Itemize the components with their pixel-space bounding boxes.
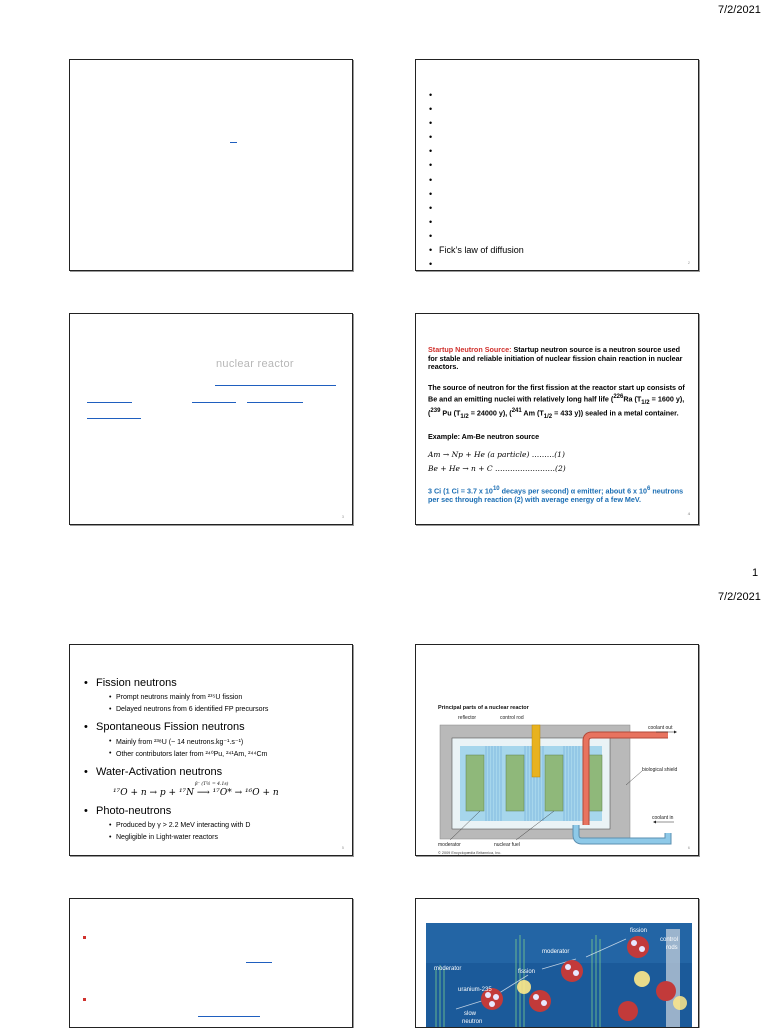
- control-rods: [666, 929, 680, 1027]
- label-fission-top: fission: [630, 928, 648, 934]
- heading-spontaneous-fission: • Spontaneous Fission neutrons: [96, 721, 245, 733]
- faint-heading: nuclear reactor: [216, 358, 294, 370]
- slide-2: [415, 59, 699, 271]
- slide-number: 6: [687, 845, 690, 850]
- fuel-element: [466, 755, 484, 811]
- heading-fission-neutrons: • Fission neutrons: [96, 677, 177, 689]
- label-slow-2: neutron: [462, 1019, 483, 1025]
- equation-1: Am → Np + He (a particle) ………(1): [428, 450, 565, 459]
- label-control-rods-2: rods: [666, 945, 678, 951]
- label-coolant-out: coolant out: [648, 725, 673, 731]
- uranium-nucleus: [627, 936, 649, 958]
- intro-paragraph: Startup Neutron Source: Startup neutron source is a neutron source used for stable and reliable initiation of nuclear fission chain reaction in nuclear reactors.: [428, 345, 683, 372]
- bullet-item: [429, 229, 524, 243]
- bullet-item: [429, 102, 524, 116]
- bullet-list: [429, 88, 524, 271]
- water-activation-equation: ¹⁷O + n → p + ¹⁷N ⟶ ¹⁷O* → ¹⁶O + n: [113, 788, 279, 798]
- red-bullet: [83, 936, 86, 939]
- label-moderator-2: moderator: [434, 966, 462, 972]
- link-underline[interactable]: [192, 402, 236, 403]
- sub-item: • Other contributors later from ²⁴⁰Pu, ²⁴¹Am, ²⁴⁴Cm: [116, 750, 267, 758]
- page-date: 7/2/2021: [718, 591, 761, 603]
- fission-flash: [634, 971, 650, 987]
- equation-label: β⁻ (T½ = 4.1s): [195, 782, 229, 787]
- slide-6: [415, 644, 699, 856]
- fission-flash: [517, 980, 531, 994]
- startup-title: Startup Neutron Source:: [428, 345, 512, 354]
- slide-1: [69, 59, 353, 271]
- fuel-element: [545, 755, 563, 811]
- sub-item: • Prompt neutrons mainly from ²³⁵U fission: [116, 694, 242, 701]
- footnote-paragraph: 3 Ci (1 Ci = 3.7 x $10^{10}$ decays per second) α emitter; about 6 x $10^6$ neutrons per sec through reaction (2) with average energy of a few MeV.: [428, 486, 684, 504]
- bullet-item: [429, 130, 524, 144]
- red-bullet: [83, 998, 86, 1001]
- slide-4: [415, 313, 699, 525]
- control-rod: [532, 725, 540, 777]
- label-moderator: moderator: [438, 842, 461, 848]
- sub-item: • Delayed neutrons from 6 identified FP precursors: [116, 706, 268, 713]
- bullet-item-ficks-law: • Fick’s law of diffusion: [429, 243, 524, 257]
- label-control-rod: control rod: [500, 715, 524, 721]
- label-coolant-in: coolant in: [652, 815, 674, 821]
- copyright-text: © 2009 Encyclopædia Britannica, Inc.: [438, 851, 502, 855]
- bullet-item: [429, 173, 524, 187]
- slide-number: 5: [341, 845, 344, 850]
- example-line: Example: Am-Be neutron source: [428, 432, 540, 441]
- slide-number: 2: [687, 260, 690, 265]
- source-paragraph: The source of neutron for the first fission at the reactor start up consists of Be and an emitting nuclei with relatively long half life ($^{226}$Ra ($T_{1/2} = 1600$ y), ($^{239}$ Pu ($T_{1/2} = 24000$ y), ($^{241}$ Am ($T_{1/2} = 433$ y)) sealed in a metal container.: [428, 383, 685, 420]
- uranium-nucleus: [656, 981, 676, 1001]
- page-date: 7/2/2021: [718, 4, 761, 16]
- label-biological-shield: biological shield: [642, 767, 678, 773]
- bullet-item: [429, 144, 524, 158]
- link-underline[interactable]: [246, 962, 272, 963]
- label-slow-1: slow: [464, 1011, 477, 1017]
- fission-flash: [673, 996, 687, 1010]
- link-underline[interactable]: [87, 418, 141, 419]
- label-control-rods-1: control: [660, 937, 679, 943]
- heading-photo-neutrons: • Photo-neutrons: [96, 805, 171, 817]
- sub-item: • Mainly from ²³⁸U (~ 14 neutrons.kg⁻¹.s⁻¹): [116, 738, 243, 746]
- uranium-nucleus: [561, 960, 583, 982]
- label-nuclear-fuel: nuclear fuel: [494, 842, 520, 848]
- fuel-element: [506, 755, 524, 811]
- bullet-item: [429, 201, 524, 215]
- slide-number: 4: [687, 511, 690, 517]
- link-underline[interactable]: [247, 402, 303, 403]
- link-underline[interactable]: [230, 142, 237, 143]
- bullet-item: [429, 215, 524, 229]
- uranium-nucleus: [618, 1001, 638, 1021]
- slide-5: [69, 644, 353, 856]
- link-underline[interactable]: [215, 385, 336, 386]
- page-number: 1: [752, 567, 759, 579]
- bullet-item: [429, 257, 524, 271]
- slide-7: [69, 898, 353, 1028]
- reactor-diagram: [416, 645, 698, 855]
- link-underline[interactable]: [198, 1016, 260, 1017]
- heading-water-activation: • Water-Activation neutrons: [96, 766, 222, 778]
- bullet-item: [429, 88, 524, 102]
- equation-2: Be + He → n + C ……………………(2): [428, 464, 566, 473]
- uranium-nucleus: [529, 990, 551, 1012]
- label-fission-mid: fission: [518, 969, 536, 975]
- label-moderator-1: moderator: [542, 949, 570, 955]
- sub-item: • Produced by γ > 2.2 MeV interacting with D: [116, 822, 250, 829]
- slide-3: [69, 313, 353, 525]
- slide-number: 3: [341, 514, 344, 519]
- sub-item: • Negligible in Light-water reactors: [116, 834, 218, 841]
- bullet-item: [429, 187, 524, 201]
- diagram-title: Principal parts of a nuclear reactor: [438, 705, 529, 711]
- label-uranium-235: uranium-235: [458, 987, 492, 993]
- bullet-item: [429, 116, 524, 130]
- link-underline[interactable]: [87, 402, 132, 403]
- slide-8: [415, 898, 699, 1028]
- label-reflector: reflector: [458, 715, 477, 721]
- chain-reaction-illustration: [416, 899, 698, 1027]
- bullet-item: [429, 158, 524, 172]
